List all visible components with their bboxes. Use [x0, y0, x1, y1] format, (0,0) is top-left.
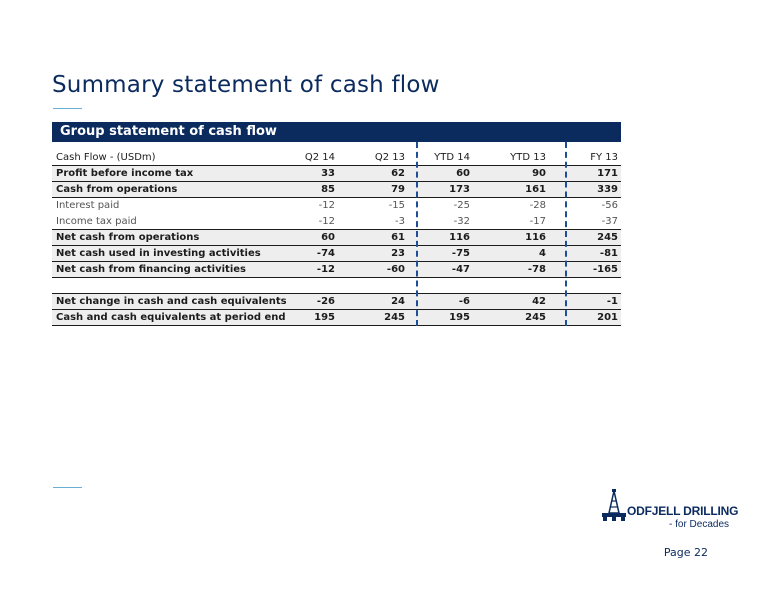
header-gap: [52, 142, 621, 150]
row-label: Income tax paid: [56, 216, 137, 227]
row-value-ytd-13: 42: [532, 296, 546, 307]
row-value-ytd-14: -25: [453, 200, 470, 211]
row-value-q2-13: -15: [388, 200, 405, 211]
table-row: [52, 294, 621, 310]
column-separator-ytd-fy: [565, 142, 567, 326]
row-value-q2-13: 61: [391, 232, 405, 243]
logo-name: ODFJELL DRILLING: [627, 504, 739, 518]
row-value-ytd-14: 195: [449, 312, 470, 323]
row-value-fy-13: -37: [601, 216, 618, 227]
row-value-ytd-14: 60: [456, 168, 470, 179]
company-logo: [601, 489, 739, 533]
table-row: [52, 214, 621, 230]
row-value-q2-14: -74: [316, 248, 335, 259]
row-value-q2-14: -12: [316, 264, 335, 275]
column-header-ytd-13: YTD 13: [510, 152, 546, 163]
footer-accent-line: [53, 487, 82, 488]
row-label: Net cash from financing activities: [56, 264, 246, 275]
row-value-ytd-13: 4: [539, 248, 546, 259]
table-row: [52, 230, 621, 246]
row-value-ytd-13: 116: [525, 232, 546, 243]
row-value-q2-14: 195: [314, 312, 335, 323]
row-value-ytd-13: 161: [525, 184, 546, 195]
column-separator-q2-ytd: [416, 142, 418, 326]
row-value-q2-13: -60: [386, 264, 405, 275]
row-label: Cash from operations: [56, 184, 178, 195]
row-value-q2-13: 245: [384, 312, 405, 323]
row-value-fy-13: -81: [599, 248, 618, 259]
row-label: Net cash used in investing activities: [56, 248, 261, 259]
row-value-ytd-13: -17: [529, 216, 546, 227]
row-value-q2-14: 85: [321, 184, 335, 195]
row-value-fy-13: -56: [601, 200, 618, 211]
row-value-ytd-13: 245: [525, 312, 546, 323]
drilling-rig-icon: [601, 489, 627, 523]
column-header-label: Cash Flow - (USDm): [56, 152, 156, 163]
row-value-fy-13: 171: [597, 168, 618, 179]
logo-tagline: - for Decades: [669, 519, 730, 530]
table-row: [52, 310, 621, 326]
table-header: Group statement of cash flow: [52, 122, 621, 142]
table-row: [52, 166, 621, 182]
row-value-q2-14: -12: [318, 200, 335, 211]
page-number: Page 22: [663, 546, 708, 559]
cash-flow-table: [52, 122, 621, 326]
row-value-fy-13: 339: [597, 184, 618, 195]
row-value-ytd-14: 173: [449, 184, 470, 195]
row-value-q2-13: 24: [391, 296, 405, 307]
row-value-ytd-14: -47: [451, 264, 470, 275]
row-label: Net cash from operations: [56, 232, 200, 243]
column-header-ytd-14: YTD 14: [434, 152, 470, 163]
row-value-ytd-14: 116: [449, 232, 470, 243]
table-row: [52, 198, 621, 214]
slide-title: Summary statement of cash flow: [52, 72, 440, 98]
column-header-fy-13: FY 13: [590, 152, 618, 163]
title-accent-line: [53, 108, 82, 109]
row-value-q2-13: 79: [391, 184, 405, 195]
column-header-q2-13: Q2 13: [374, 152, 405, 163]
row-value-q2-13: 23: [391, 248, 405, 259]
row-label: Profit before income tax: [56, 168, 194, 179]
table-row: [52, 182, 621, 198]
row-value-q2-14: 60: [321, 232, 335, 243]
row-value-ytd-14: -32: [453, 216, 470, 227]
row-value-ytd-13: -28: [529, 200, 546, 211]
row-value-q2-14: -26: [316, 296, 335, 307]
table-row: [52, 246, 621, 262]
row-value-q2-13: -3: [395, 216, 405, 227]
row-value-q2-14: -12: [318, 216, 335, 227]
table-row: [52, 262, 621, 278]
row-label: Interest paid: [56, 200, 120, 211]
row-value-ytd-13: -78: [527, 264, 546, 275]
row-value-ytd-14: -75: [451, 248, 470, 259]
row-value-q2-14: 33: [321, 168, 335, 179]
column-header-row: [52, 150, 621, 166]
row-value-q2-13: 62: [391, 168, 405, 179]
row-value-fy-13: 245: [597, 232, 618, 243]
row-label: Net change in cash and cash equivalents: [56, 296, 287, 307]
row-value-fy-13: -165: [592, 264, 618, 275]
row-label: Cash and cash equivalents at period end: [56, 312, 286, 323]
row-value-ytd-14: -6: [458, 296, 470, 307]
row-value-fy-13: -1: [606, 296, 618, 307]
row-value-ytd-13: 90: [532, 168, 546, 179]
row-value-fy-13: 201: [597, 312, 618, 323]
column-header-q2-14: Q2 14: [304, 152, 335, 163]
spacer-row: [52, 278, 621, 294]
